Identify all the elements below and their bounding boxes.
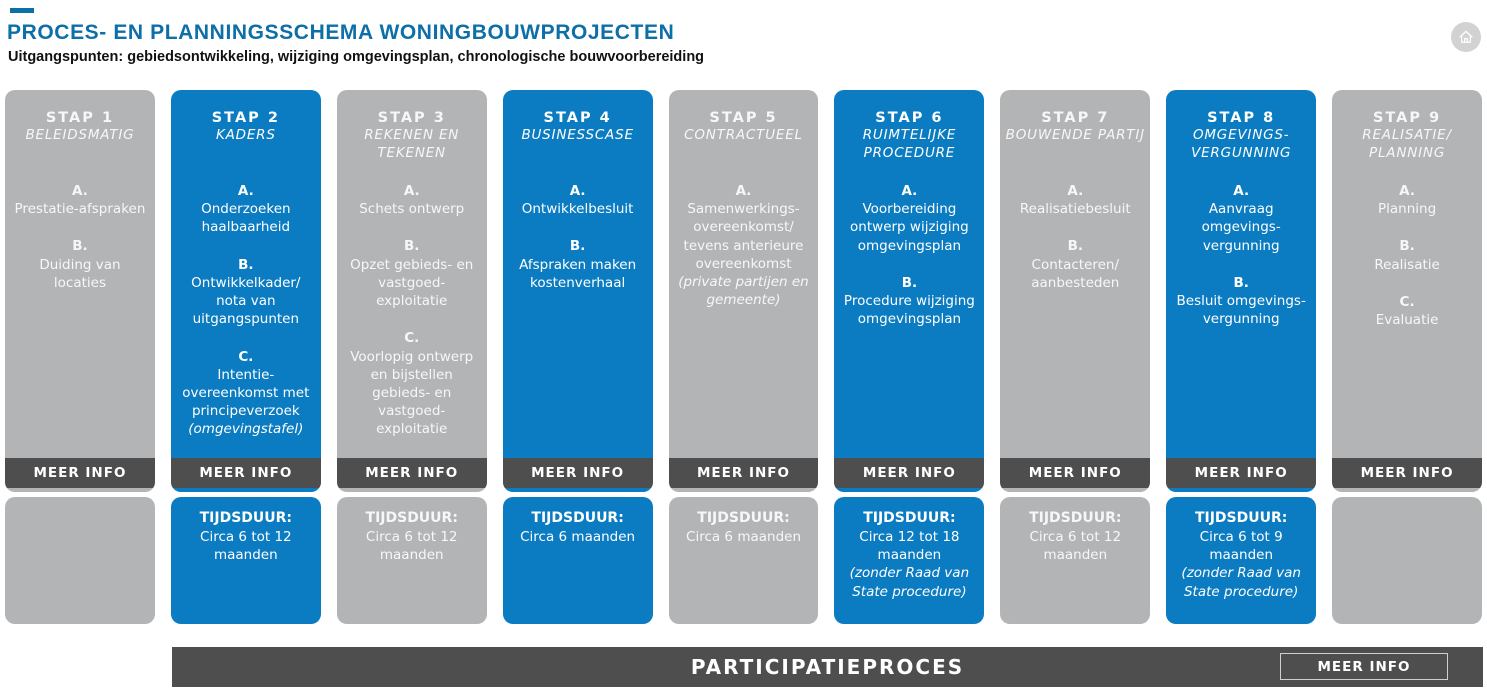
step-title: STAP 8 [1207,110,1276,126]
step-item-letter: A. [1399,183,1415,199]
step-item [1340,293,1474,329]
home-button[interactable] [1451,22,1481,52]
meer-info-button-step-8[interactable]: MEER INFO [1166,458,1316,488]
step-subtitle: OMGEVINGS-VERGUNNING [1191,127,1292,161]
step-item-text: Onderzoeken haalbaarheid [201,201,291,236]
duration-card-8 [1166,497,1316,624]
step-item-letter: C. [238,348,254,365]
step-head [503,90,653,182]
duration-text: Circa 6 maanden [520,528,636,545]
step-item-text: Ontwikkelkader/ nota van uitgangspunten [191,274,301,328]
duration-text: Circa 6 tot 9 maanden [1199,528,1283,564]
step-subtitle: CONTRACTUEEL [684,127,803,143]
step-card-6 [834,90,984,492]
meer-info-button-step-3[interactable]: MEER INFO [337,458,487,488]
step-item-letter: A. [72,183,88,199]
duration-card-9 [1332,497,1482,624]
step-item [179,256,313,329]
step-item-text: Planning [1377,201,1437,218]
step-item-text: Realisatiebesluit [1019,201,1131,218]
participation-label: PARTICIPATIEPROCES [690,655,965,679]
duration-card-7 [1000,497,1150,624]
step-item-letter: A. [735,183,752,199]
step-item [511,237,645,292]
step-head [1332,90,1482,182]
duration-card-3 [337,497,487,624]
duration-card-1 [5,497,155,624]
step-item-text: Opzet gebieds- en vastgoed-exploitatie [350,256,474,310]
step-item-letter: A. [1067,183,1084,199]
step-card-2 [171,90,321,492]
step-title: STAP 9 [1372,110,1442,126]
page-subtitle: Uitgangspunten: gebiedsontwikkeling, wijziging omgevingsplan, chronologische bouwvoorbereiding [8,49,705,65]
step-item-text: Contacteren/ aanbesteden [1031,256,1120,291]
duration-text: Circa 6 tot 12 maanden [365,528,458,564]
duration-card-5 [669,497,819,624]
step-title: STAP 1 [45,110,115,126]
step-item-letter: B. [569,238,586,255]
step-subtitle: BUSINESSCASE [521,127,634,143]
duration-title: TIJDSDUUR: [1029,510,1122,526]
duration-text: Circa 6 tot 12 maanden [200,528,292,564]
step-item-text: Voorlopig ontwerp en bijstellen gebieds- en vastgoed-exploitatie [350,348,474,438]
step-card-7 [1000,90,1150,492]
step-item-letter: B. [238,256,254,273]
step-item-text: Evaluatie [1375,312,1439,329]
step-head [669,90,819,182]
step-item [345,182,479,218]
step-title: STAP 2 [211,110,280,126]
step-item [345,237,479,310]
step-title: STAP 6 [875,110,944,126]
duration-title: TIJDSDUUR: [863,510,956,526]
step-item [1008,182,1142,218]
step-item-note: (omgevingstafel) [188,421,304,438]
step-subtitle: REALISATIE/ PLANNING [1362,127,1452,161]
step-item-text: Intentie-overeenkomst met principeverzoek [182,366,310,420]
step-item-text: Procedure wijziging omgevingsplan [843,293,975,328]
step-item [13,237,147,292]
step-items [1000,182,1150,311]
meer-info-button-step-5[interactable]: MEER INFO [669,458,819,488]
step-card-9 [1332,90,1482,492]
step-items [337,182,487,458]
step-subtitle: REKENEN EN TEKENEN [364,127,460,161]
step-item-letter: C. [1399,293,1415,310]
step-item [13,182,147,218]
step-item-note: (private partijen en gemeente) [678,274,809,309]
step-item [842,182,976,255]
duration-note: (zonder Raad van State procedure) [849,565,970,600]
step-items [1166,182,1316,348]
step-subtitle: RUIMTELIJKE PROCEDURE [862,127,957,161]
meer-info-button-step-6[interactable]: MEER INFO [834,458,984,488]
durations-row [5,497,1482,624]
step-item-text: Schets ontwerp [359,201,465,218]
step-item-letter: A. [1233,183,1250,199]
duration-title: TIJDSDUUR: [531,510,624,526]
step-head [1166,90,1316,182]
step-item [1340,237,1474,273]
step-item-text: Ontwikkelbesluit [521,201,634,218]
step-item-letter: A. [237,183,254,199]
step-item [179,348,313,439]
step-item [1340,182,1474,218]
step-item-text: Voorbereiding ontwerp wijziging omgevingsplan [850,201,969,254]
participation-bar [172,647,1483,687]
meer-info-button-step-9[interactable]: MEER INFO [1332,458,1482,488]
step-item [345,329,479,438]
step-items [171,182,321,458]
page-title: PROCES- EN PLANNINGSSCHEMA WONINGBOUWPROJECTEN [7,21,675,44]
step-subtitle: KADERS [215,127,276,143]
step-item-letter: B. [1067,238,1083,255]
duration-title: TIJDSDUUR: [1194,510,1288,526]
duration-card-4 [503,497,653,624]
step-title: STAP 4 [543,110,612,126]
step-item-letter: B. [901,274,918,291]
step-items [834,182,984,348]
step-head [5,90,155,182]
step-item-text: Prestatie-afspraken [14,201,146,218]
step-items [669,182,819,329]
step-items [503,182,653,311]
duration-note: (zonder Raad van State procedure) [1181,565,1301,600]
duration-text: Circa 12 tot 18 maanden [859,528,960,564]
duration-text: Circa 6 tot 12 maanden [1029,528,1122,564]
meer-info-button-step-4[interactable]: MEER INFO [503,458,653,488]
step-item-text: Realisatie [1374,256,1440,273]
step-title: STAP 7 [1041,110,1110,126]
meer-info-button-step-2[interactable]: MEER INFO [171,458,321,488]
home-icon [1457,28,1475,46]
step-item-text: Duiding van locaties [39,256,121,291]
meer-info-button-step-1[interactable]: MEER INFO [5,458,155,488]
step-title: STAP 5 [709,110,778,126]
step-card-5 [669,90,819,492]
duration-card-2 [171,497,321,624]
step-title: STAP 3 [377,110,446,126]
duration-title: TIJDSDUUR: [365,510,458,526]
step-item-letter: A. [901,183,918,199]
step-head [171,90,321,182]
step-item [1174,182,1308,255]
duration-title: TIJDSDUUR: [199,510,293,526]
step-item [1008,237,1142,292]
step-card-4 [503,90,653,492]
step-item-letter: A. [403,183,420,199]
step-item-text: Besluit omgevings-vergunning [1176,293,1306,328]
step-card-8 [1166,90,1316,492]
step-items [5,182,155,311]
step-head [1000,90,1150,182]
step-item [677,182,811,310]
step-item-letter: B. [1399,238,1415,255]
step-item [842,274,976,329]
step-item-letter: B. [72,238,88,255]
step-item [511,182,645,218]
step-item [1174,274,1308,329]
duration-card-6 [834,497,984,624]
step-subtitle: BOUWENDE PARTIJ [1005,127,1145,143]
brand-dash [10,8,34,13]
step-head [337,90,487,182]
steps-row [5,90,1482,492]
step-subtitle: BELEIDSMATIG [25,127,135,143]
step-item-text: Samenwerkings-overeenkomst/ tevens anterieure overeenkomst [683,201,804,272]
step-item-text: Afspraken maken kostenverhaal [519,256,637,291]
step-item [179,182,313,237]
step-card-1 [5,90,155,492]
step-items [1332,182,1482,348]
meer-info-button-step-7[interactable]: MEER INFO [1000,458,1150,488]
step-item-letter: A. [569,183,586,199]
step-head [834,90,984,182]
step-item-letter: B. [404,238,420,255]
step-item-text: Aanvraag omgevings-vergunning [1201,201,1281,254]
step-item-letter: B. [1233,274,1249,291]
duration-title: TIJDSDUUR: [697,510,790,526]
duration-text: Circa 6 maanden [686,528,801,545]
participation-meer-info-button[interactable]: MEER INFO [1280,653,1448,680]
step-item-letter: C. [404,330,420,347]
step-card-3 [337,90,487,492]
